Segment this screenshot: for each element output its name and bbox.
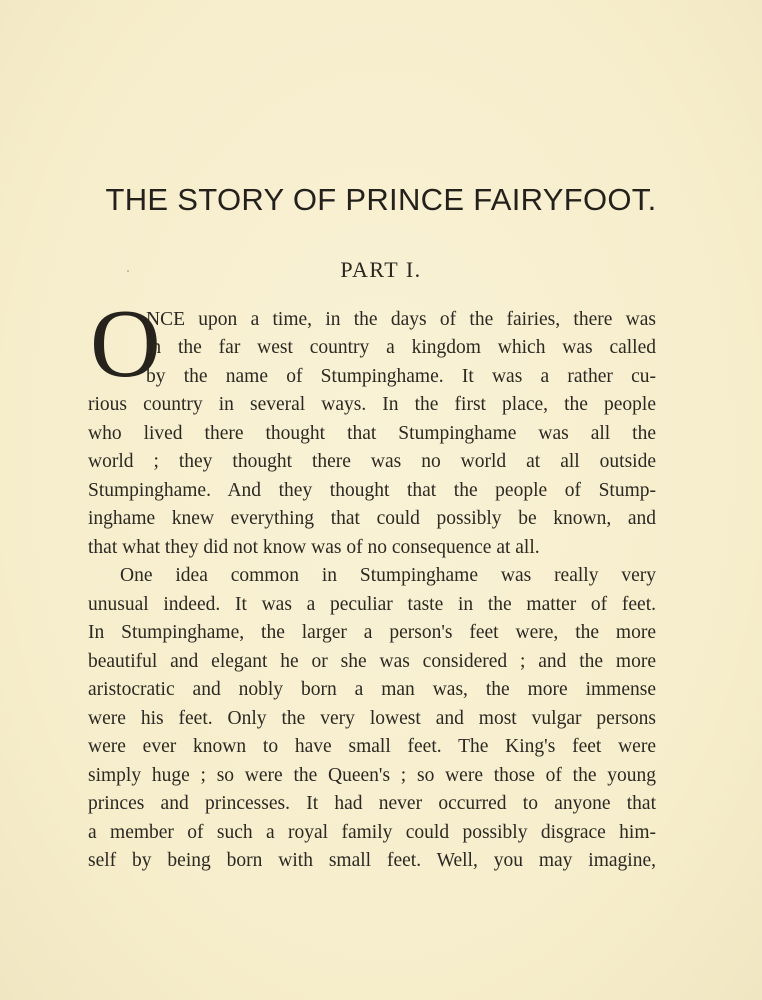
text-line-11: unusual indeed. It was a peculiar taste in the matter of feet. [88, 594, 656, 615]
text-line-19: a member of such a royal family could possibly disgrace him- [88, 822, 656, 843]
text-line-16: were ever known to have small feet. The King's feet were [88, 736, 656, 757]
text-line-17: simply huge ; so were the Queen's ; so were those of the young [88, 765, 656, 786]
text-line-10: One idea common in Stumpinghame was really very [120, 565, 656, 586]
text-line-18: princes and princesses. It had never occurred to anyone that [88, 793, 656, 814]
text-line-14: aristocratic and nobly born a man was, the more immense [88, 679, 656, 700]
text-line-1: NCE upon a time, in the days of the fairies, there was [146, 309, 656, 330]
paper-speck [127, 270, 129, 272]
text-line-15: were his feet. Only the very lowest and most vulgar persons [88, 708, 656, 729]
text-line-5: who lived there thought that Stumpinghame was all the [88, 423, 656, 444]
chapter-title: THE STORY OF PRINCE FAIRYFOOT. [105, 182, 657, 217]
text-line-20: self by being born with small feet. Well, you may imagine, [88, 850, 656, 871]
part-heading: PART I. [340, 257, 422, 282]
text-line-13: beautiful and elegant he or she was considered ; and the more [88, 651, 656, 672]
text-line-2: in the far west country a kingdom which was called [146, 337, 656, 358]
drop-cap: O [90, 290, 161, 398]
text-line-8: inghame knew everything that could possibly be known, and [88, 508, 656, 529]
text-line-12: In Stumpinghame, the larger a person's feet were, the more [88, 622, 656, 643]
text-line-4: rious country in several ways. In the first place, the people [88, 394, 656, 415]
text-line-9: that what they did not know was of no consequence at all. [88, 537, 540, 558]
text-line-6: world ; they thought there was no world at all outside [88, 451, 656, 472]
text-line-7: Stumpinghame. And they thought that the people of Stump- [88, 480, 656, 501]
text-line-3: by the name of Stumpinghame. It was a rather cu- [146, 366, 656, 387]
